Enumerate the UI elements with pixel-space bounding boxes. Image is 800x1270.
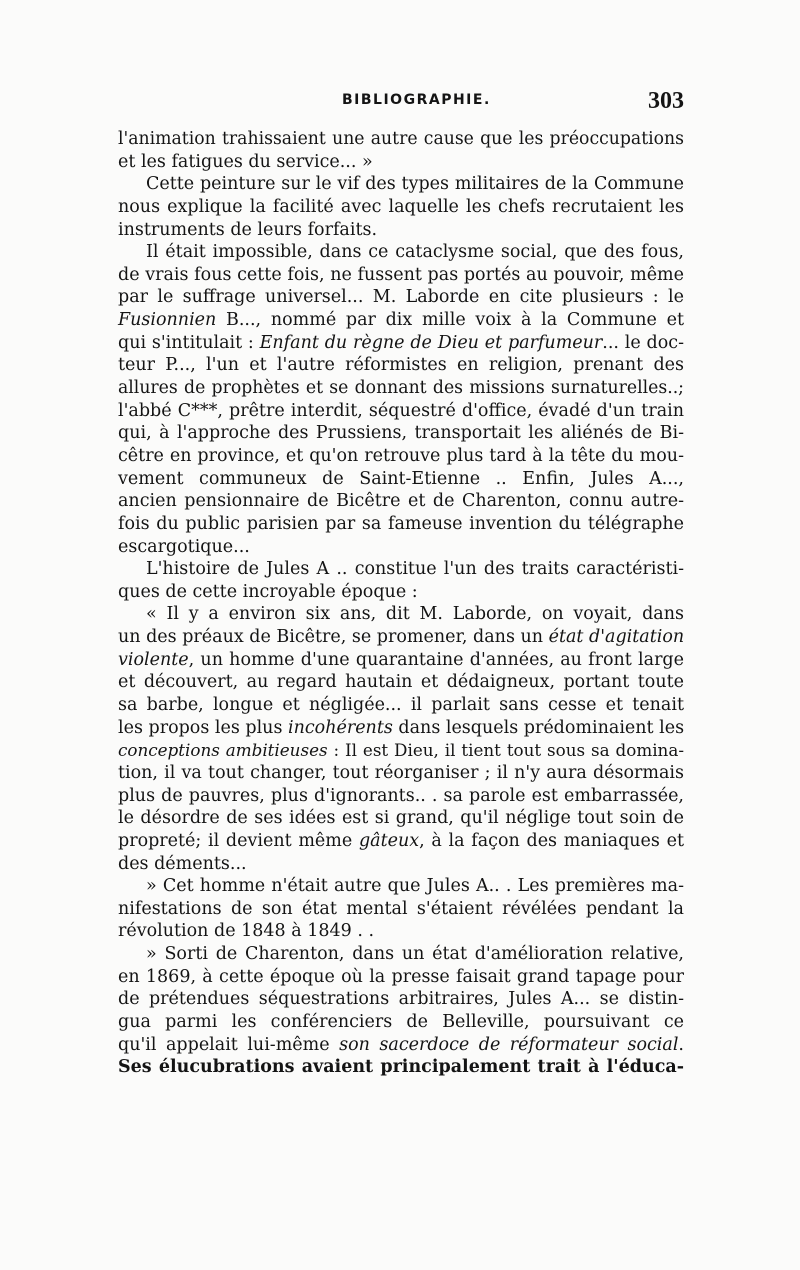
text-line: vement communeux de Saint-Etienne .. Enfin, Jules A...,	[118, 468, 684, 489]
text-line: gua parmi les conférenciers de Belleville, poursuivant ce	[118, 1011, 684, 1032]
text-line: ancien pensionnaire de Bicêtre et de Charenton, connu autre-	[118, 491, 684, 512]
italic-span: Fusionnien	[118, 310, 217, 331]
text-line	[118, 830, 684, 853]
text-line: instruments de leurs forfaits.	[118, 219, 378, 240]
text-line: ques de cette incroyable époque :	[118, 581, 418, 602]
italic-span: son sacerdoce de réformateur social	[339, 1034, 679, 1055]
text-line: par le suffrage universel... M. Laborde en cite plusieurs : le	[118, 287, 684, 308]
italic-span: Enfant du règne de Dieu et parfumeur	[259, 332, 603, 353]
text-line: révolution de 1848 à 1849 . .	[118, 921, 375, 942]
text-span: qu'il appelait lui-même	[118, 1034, 340, 1055]
italic-span: état d'agitation	[548, 627, 685, 648]
text-line: cêtre en province, et qu'on retrouve plus tard à la tête du mou-	[118, 445, 684, 466]
text-span: B..., nommé par dix mille voix à la Commune et	[216, 310, 684, 331]
text-line: l'abbé C***, prêtre interdit, séquestré d'office, évadé d'un train	[118, 400, 684, 421]
text-line: fois du public parisien par sa fameuse invention du télégraphe	[118, 513, 684, 534]
text-line	[118, 649, 684, 672]
text-line: l'animation trahissaient une autre cause que les préoccupations	[118, 129, 684, 149]
body-text	[118, 128, 684, 1079]
text-line: » Cet homme n'était autre que Jules A.. . Les premières ma-	[146, 876, 684, 897]
text-line: Cette peinture sur le vif des types militaires de la Commune	[146, 174, 684, 195]
text-line: allures de prophètes et se donnant des missions surnaturelles..;	[118, 378, 684, 399]
text-span: dans lesquels prédominaient les	[392, 717, 685, 738]
text-span: qui s'intitulait :	[118, 332, 260, 353]
text-line	[118, 309, 684, 332]
text-line	[118, 1034, 684, 1057]
text-line: « Il y a environ six ans, dit M. Laborde, on voyait, dans	[146, 604, 684, 625]
text-line: sa barbe, longue et négligée... il parlait sans cesse et tenait	[118, 695, 684, 716]
text-span: , un homme d'une quarantaine d'années, au front large	[188, 649, 684, 670]
text-line: teur P..., l'un et l'autre réformistes en religion, prenant des	[118, 355, 684, 376]
text-line: tion, il va tout changer, tout réorganiser ; il n'y aura désormais	[118, 762, 684, 783]
text-line: L'histoire de Jules A .. constitue l'un des traits caractéristi-	[146, 559, 684, 580]
text-line	[118, 626, 684, 649]
text-line: escargotique...	[118, 536, 250, 557]
text-line: qui, à l'approche des Prussiens, transportait les aliénés de Bi-	[118, 423, 684, 444]
text-span: un des préaux de Bicêtre, se promener, dans un	[118, 627, 549, 648]
text-line: et les fatigues du service... »	[118, 151, 373, 172]
page-header	[118, 88, 684, 124]
text-line: en 1869, à cette époque où la presse faisait grand tapage pour	[118, 966, 684, 987]
text-span: les propos les plus	[118, 717, 288, 738]
text-line: de vrais fous cette fois, ne fussent pas portés au pouvoir, même	[118, 264, 684, 285]
text-line	[118, 332, 684, 355]
text-line: nous explique la facilité avec laquelle les chefs recrutaient les	[118, 196, 684, 217]
italic-span: conceptions ambitieuses	[118, 740, 328, 761]
text-line: nifestations de son état mental s'étaient révélées pendant la	[118, 898, 684, 919]
text-span: , à la façon des maniaques et	[419, 830, 684, 851]
text-line	[118, 717, 684, 740]
italic-span: violente	[118, 649, 189, 670]
text-line: des déments...	[118, 853, 247, 874]
text-span: ... le doc-	[602, 332, 684, 353]
text-line: et découvert, au regard hautain et dédaigneux, portant toute	[118, 672, 684, 693]
text-line: le désordre de ses idées est si grand, qu'il néglige tout soin de	[118, 808, 684, 829]
text-line: de prétendues séquestrations arbitraires, Jules A... se distin-	[118, 989, 684, 1010]
text-line: Il était impossible, dans ce cataclysme social, que des fous,	[146, 242, 684, 263]
text-line: plus de pauvres, plus d'ignorants.. . sa parole est embarrassée,	[118, 785, 684, 806]
text-line	[118, 739, 684, 762]
page-number: 303	[648, 88, 684, 114]
text-span: propreté; il devient même	[118, 830, 359, 851]
text-line: » Sorti de Charenton, dans un état d'amélioration relative,	[146, 944, 684, 965]
text-span: : Il est Dieu, il tient tout sous sa domina-	[327, 740, 684, 761]
text-span: .	[678, 1034, 684, 1055]
italic-span: gâteux	[358, 830, 420, 851]
running-head: BIBLIOGRAPHIE.	[342, 92, 491, 108]
text-line: Ses élucubrations avaient principalement trait à l'éduca-	[118, 1057, 684, 1078]
italic-span: incohérents	[288, 717, 393, 738]
